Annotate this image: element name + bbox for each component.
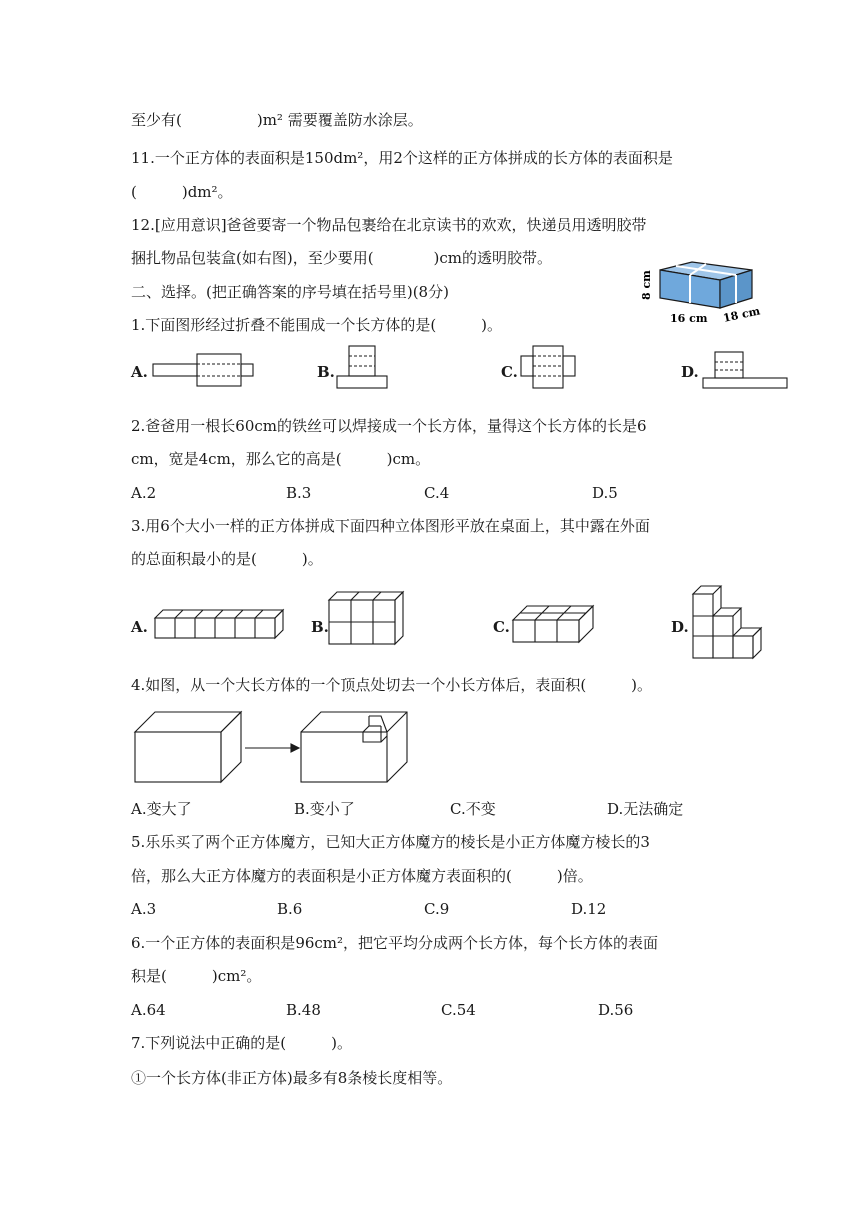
shape-c-label: C. <box>493 618 510 636</box>
choice-5-option-c: C.9 <box>424 900 450 918</box>
choice-6: 6.一个正方体的表面积是96cm²，把它平均分成两个长方体，每个长方体的表面 <box>131 934 659 952</box>
net-c-label: C. <box>501 363 518 381</box>
choice-2: 2.爸爸用一根长60cm的铁丝可以焊接成一个长方体，量得这个长方体的长是6 <box>131 417 647 435</box>
nets-figure <box>131 342 791 394</box>
choice-4-option-b: B.变小了 <box>294 800 355 818</box>
cut-cuboid-figure <box>131 706 431 786</box>
choice-4-option-a: A.变大了 <box>131 800 192 818</box>
choice-5-cont: 倍，那么大正方体魔方的表面积是小正方体魔方表面积的( )倍。 <box>131 867 593 885</box>
box-height-label: 8 cm <box>640 270 653 300</box>
shape-a-label: A. <box>131 618 148 636</box>
net-b-label: B. <box>317 363 335 381</box>
choice-6-option-d: D.56 <box>598 1001 634 1019</box>
net-a-label: A. <box>131 363 148 381</box>
choice-2-option-b: B.3 <box>286 484 312 502</box>
choice-5-option-a: A.3 <box>131 900 157 918</box>
question-11-cont: ( )dm²。 <box>131 183 233 201</box>
box-width-label: 18 cm <box>721 304 762 325</box>
choice-6-cont: 积是( )cm²。 <box>131 967 262 985</box>
choice-2-cont: cm，宽是4cm，那么它的高是( )cm。 <box>131 450 431 468</box>
question-12: 12.[应用意识]爸爸要寄一个物品包裹给在北京读书的欢欢，快递员用透明胶带 <box>131 216 647 234</box>
choice-7-statement-1: ①一个长方体(非正方体)最多有8条棱长度相等。 <box>131 1069 453 1087</box>
text-line: 至少有( )m² 需要覆盖防水涂层。 <box>131 111 423 129</box>
package-box-figure <box>642 258 762 328</box>
shape-d-label: D. <box>671 618 689 636</box>
choice-4: 4.如图，从一个大长方体的一个顶点处切去一个小长方体后，表面积( )。 <box>131 676 653 694</box>
choice-2-option-a: A.2 <box>131 484 157 502</box>
net-d-label: D. <box>681 363 699 381</box>
choice-2-option-c: C.4 <box>424 484 450 502</box>
choice-7: 7.下列说法中正确的是( )。 <box>131 1034 353 1052</box>
box-length-label: 16 cm <box>670 312 708 325</box>
choice-1: 1.下面图形经过折叠不能围成一个长方体的是( )。 <box>131 316 503 334</box>
choice-4-option-c: C.不变 <box>450 800 496 818</box>
choice-6-option-b: B.48 <box>286 1001 321 1019</box>
choice-4-option-d: D.无法确定 <box>607 800 684 818</box>
choice-5-option-d: D.12 <box>571 900 607 918</box>
choice-5: 5.乐乐买了两个正方体魔方，已知大正方体魔方的棱长是小正方体魔方棱长的3 <box>131 833 650 851</box>
question-12-cont: 捆扎物品包装盒(如右图)，至少要用( )cm的透明胶带。 <box>131 249 553 267</box>
choice-3: 3.用6个大小一样的正方体拼成下面四种立体图形平放在桌面上，其中露在外面 <box>131 517 650 535</box>
question-11: 11.一个正方体的表面积是150dm²，用2个这样的正方体拼成的长方体的表面积是 <box>131 149 673 167</box>
cube-arrangements-figure <box>131 582 781 662</box>
choice-6-option-c: C.54 <box>441 1001 476 1019</box>
choice-5-option-b: B.6 <box>277 900 303 918</box>
choice-6-option-a: A.64 <box>131 1001 166 1019</box>
section-2-heading: 二、选择。(把正确答案的序号填在括号里)(8分) <box>131 283 449 301</box>
choice-3-cont: 的总面积最小的是( )。 <box>131 550 323 568</box>
shape-b-label: B. <box>311 618 329 636</box>
choice-2-option-d: D.5 <box>592 484 618 502</box>
